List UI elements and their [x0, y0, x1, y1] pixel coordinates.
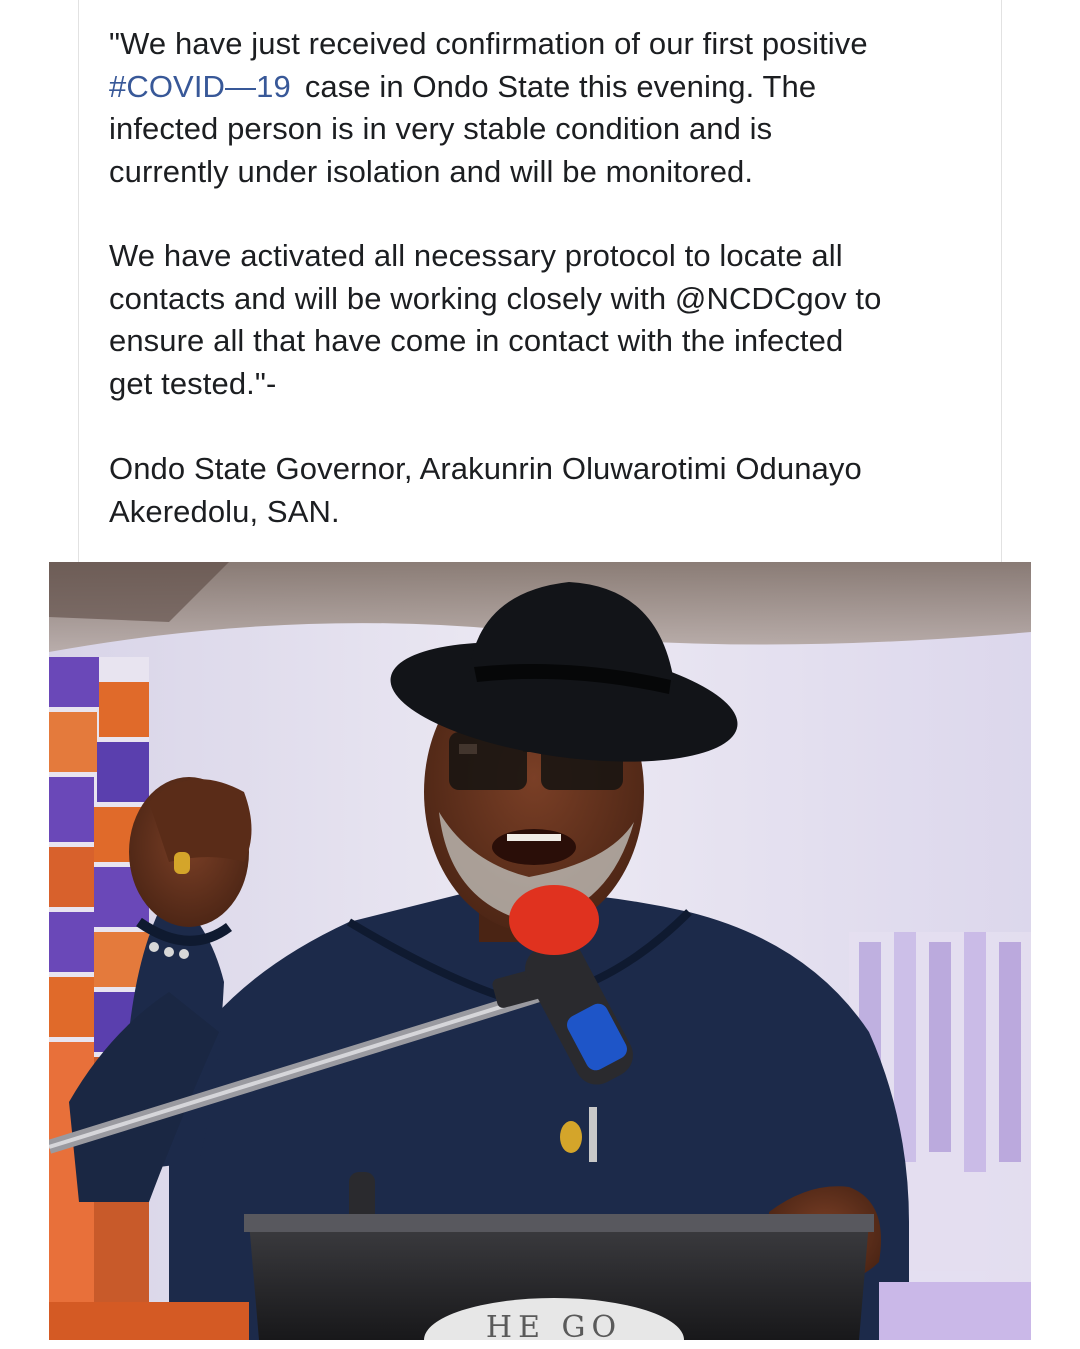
- post-quote-paragraph: [109, 23, 989, 193]
- governor-photo[interactable]: [49, 562, 1031, 1340]
- post-text-line: ensure all that have come in contact with the infected: [109, 323, 844, 358]
- gold-ring: [174, 852, 190, 874]
- podium-emblem-text: HE GO: [485, 1310, 623, 1340]
- covid-hashtag-link[interactable]: #COVID—19: [109, 68, 291, 104]
- post-text-line: We have activated all necessary protocol to locate all: [109, 238, 843, 273]
- post-text-fragment: case in Ondo State this evening. The: [304, 68, 817, 104]
- post-text-line: Ondo State Governor, Arakunrin Oluwarotimi Odunayo: [109, 451, 862, 486]
- page-bottom-margin: [0, 1340, 1080, 1349]
- post-text-line: contacts and will be working closely with @NCDCgov to: [109, 280, 882, 316]
- post-text-line: infected person is in very stable condition and is: [109, 111, 773, 146]
- post-text-line: "We have just received confirmation of our first positive: [109, 26, 868, 61]
- podium: [244, 1214, 874, 1340]
- post-text-line: Akeredolu, SAN.: [109, 493, 340, 529]
- post-attribution: [109, 448, 989, 533]
- post-contacts-paragraph: [109, 235, 989, 405]
- post-text-line: get tested."-: [109, 365, 277, 401]
- post-card: [78, 0, 1002, 564]
- post-text-line: [109, 66, 989, 109]
- post-text-line: currently under isolation and will be monitored.: [109, 153, 754, 189]
